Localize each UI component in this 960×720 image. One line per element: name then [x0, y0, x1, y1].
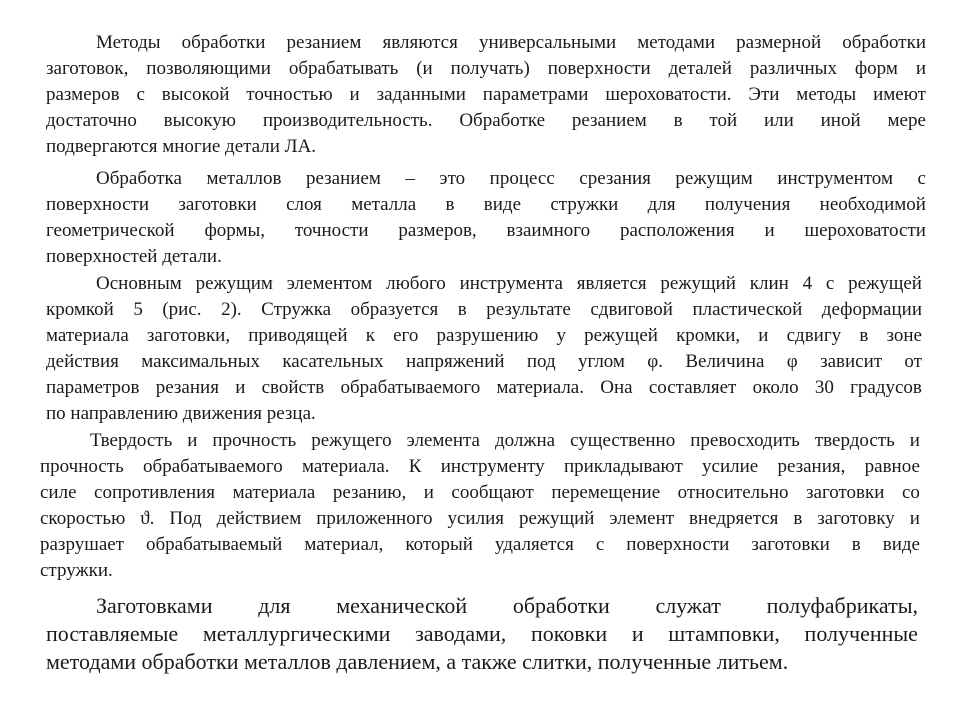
- text-line: геометрической формы, точности размеров, взаимного расположения и шероховатости: [46, 220, 926, 241]
- text-line: подвергаются многие детали ЛА.: [46, 136, 317, 157]
- text-line: размеров с высокой точностью и заданными параметрами шероховатости. Эти методы имеют: [46, 84, 926, 105]
- text-line: силе сопротивления материала резанию, и сообщают перемещение относительно заготовки со: [40, 482, 920, 503]
- text-line: материала заготовки, приводящей к его разрушению у режущей кромки, и сдвигу в зоне: [46, 325, 922, 346]
- text-line: Обработка металлов резанием – это процесс срезания режущим инструментом с: [96, 168, 926, 189]
- paragraph-cutting-definition: [46, 166, 926, 270]
- paragraph-cutting-wedge: [46, 271, 922, 427]
- text-line: Заготовками для механической обработки служат полуфабрикаты,: [96, 593, 918, 618]
- text-line: скоростью ϑ. Под действием приложенного усилия режущий элемент внедряется в заготовку и: [40, 508, 920, 529]
- text-line: Основным режущим элементом любого инструмента является режущий клин 4 с режущей: [96, 273, 922, 294]
- paragraph-workpieces: [46, 592, 918, 676]
- text-line: заготовок, позволяющими обрабатывать (и получать) поверхности деталей различных форм и: [46, 58, 926, 79]
- text-line: поставляемые металлургическими заводами, поковки и штамповки, полученные: [46, 621, 918, 646]
- text-line: кромкой 5 (рис. 2). Стружка образуется в результате сдвиговой пластической деформации: [46, 299, 922, 320]
- paragraph-cutting-methods: [46, 30, 926, 160]
- text-line: разрушает обрабатываемый материал, который удаляется с поверхности заготовки в виде: [40, 534, 920, 555]
- text-line: достаточно высокую производительность. Обработке резанием в той или иной мере: [46, 110, 926, 131]
- text-line: поверхностей детали.: [46, 246, 222, 267]
- text-line: поверхности заготовки слоя металла в виде стружки для получения необходимой: [46, 194, 926, 215]
- text-line: прочность обрабатываемого материала. К инструменту прикладывают усилие резания, равное: [40, 456, 920, 477]
- text-line: методами обработки металлов давлением, а также слитки, полученные литьем.: [46, 649, 789, 674]
- text-line: параметров резания и свойств обрабатываемого материала. Она составляет около 30 градусов: [46, 377, 922, 398]
- text-line: Методы обработки резанием являются универсальными методами размерной обработки: [96, 32, 926, 53]
- text-line: по направлению движения резца.: [46, 403, 316, 424]
- text-line: Твердость и прочность режущего элемента должна существенно превосходить твердость и: [90, 430, 920, 451]
- text-line: действия максимальных касательных напряжений под углом φ. Величина φ зависит от: [46, 351, 922, 372]
- paragraph-tool-hardness: [40, 428, 920, 584]
- text-line: стружки.: [40, 560, 113, 581]
